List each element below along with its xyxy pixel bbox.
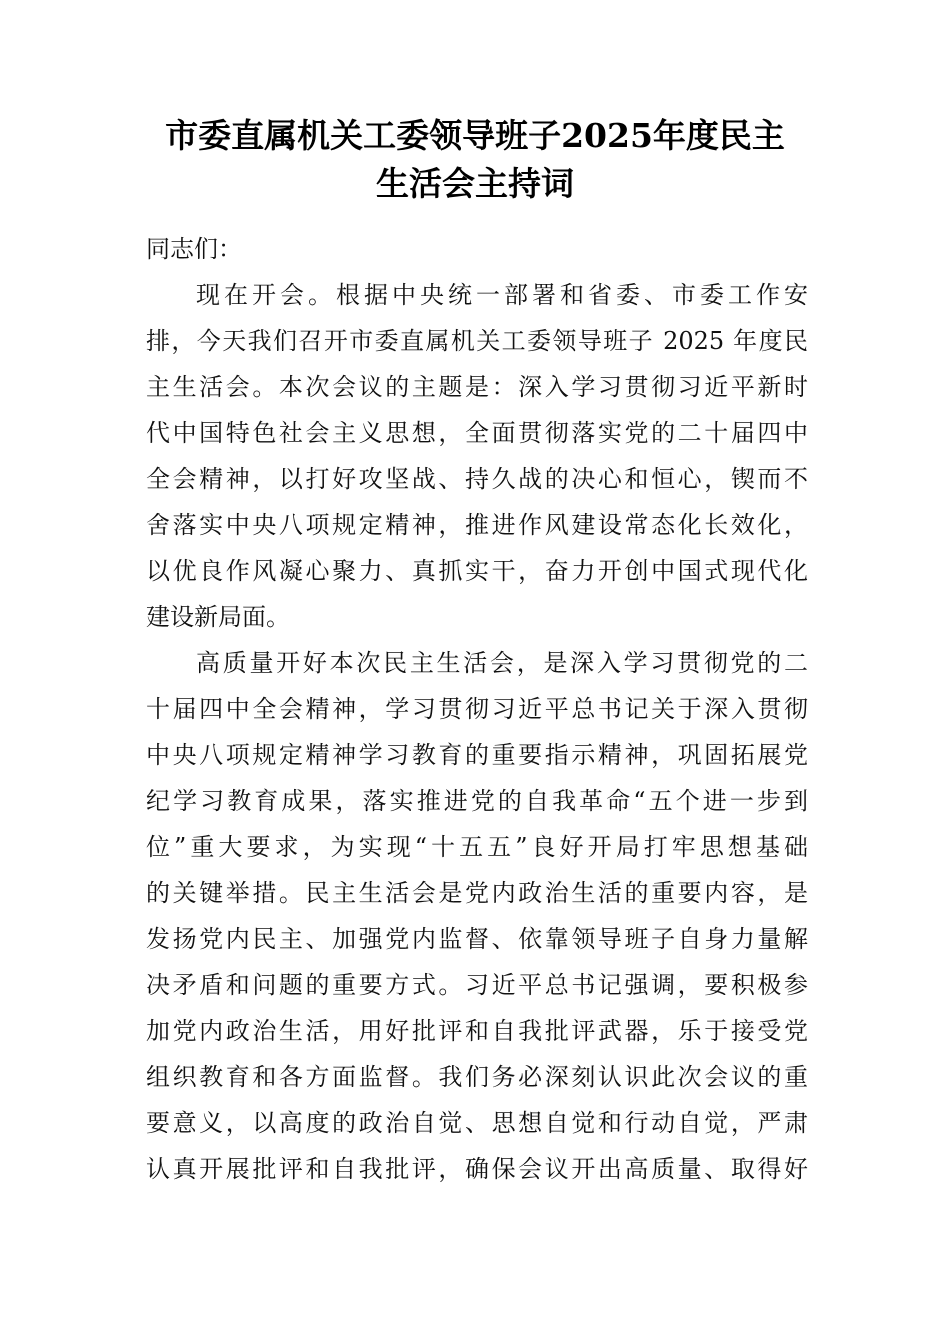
- paragraph-line: 中央八项规定精神学习教育的重要指示精神，巩固拓展党: [146, 741, 808, 769]
- paragraph-line: 组织教育和各方面监督。我们务必深刻认识此次会议的重: [146, 1063, 808, 1091]
- title-line-1: 市委直属机关工委领导班子2025年度民主: [165, 116, 785, 155]
- paragraph-line: 现在开会。根据中央统一部署和省委、市委工作安: [196, 281, 808, 309]
- paragraph-line: 主生活会。本次会议的主题是：深入学习贯彻习近平新时: [146, 373, 808, 401]
- paragraph-1: [146, 272, 808, 640]
- paragraph-line: 建设新局面。: [146, 603, 290, 631]
- paragraph-line: 全会精神，以打好攻坚战、持久战的决心和恒心，锲而不: [146, 465, 808, 493]
- paragraph-line: 十届四中全会精神，学习贯彻习近平总书记关于深入贯彻: [146, 695, 808, 723]
- paragraph-line: 舍落实中央八项规定精神，推进作风建设常态化长效化，: [146, 511, 808, 539]
- greeting: 同志们：: [146, 235, 242, 263]
- paragraph-line: 决矛盾和问题的重要方式。习近平总书记强调，要积极参: [146, 971, 808, 999]
- paragraph-line: 认真开展批评和自我批评，确保会议开出高质量、取得好: [146, 1155, 808, 1183]
- paragraph-line: 要意义，以高度的政治自觉、思想自觉和行动自觉，严肃: [146, 1109, 808, 1137]
- paragraph-line: 发扬党内民主、加强党内监督、依靠领导班子自身力量解: [146, 925, 808, 953]
- paragraph-line: 高质量开好本次民主生活会，是深入学习贯彻党的二: [196, 649, 808, 677]
- document-title: [140, 112, 810, 208]
- paragraph-line: 以优良作风凝心聚力、真抓实干，奋力开创中国式现代化: [146, 557, 808, 585]
- paragraph-line: 纪学习教育成果，落实推进党的自我革命“五个进一步到: [146, 787, 808, 815]
- paragraph-line: 加党内政治生活，用好批评和自我批评武器，乐于接受党: [146, 1017, 808, 1045]
- title-line-2: 生活会主持词: [376, 164, 574, 203]
- paragraph-line: 的关键举措。民主生活会是党内政治生活的重要内容，是: [146, 879, 808, 907]
- document-body: [146, 226, 808, 1192]
- paragraph-line: 代中国特色社会主义思想，全面贯彻落实党的二十届四中: [146, 419, 808, 447]
- paragraph-line: 位”重大要求，为实现“十五五”良好开局打牢思想基础: [146, 833, 808, 861]
- paragraph-2: [146, 640, 808, 1192]
- paragraph-line: 排，今天我们召开市委直属机关工委领导班子 2025 年度民: [146, 327, 808, 355]
